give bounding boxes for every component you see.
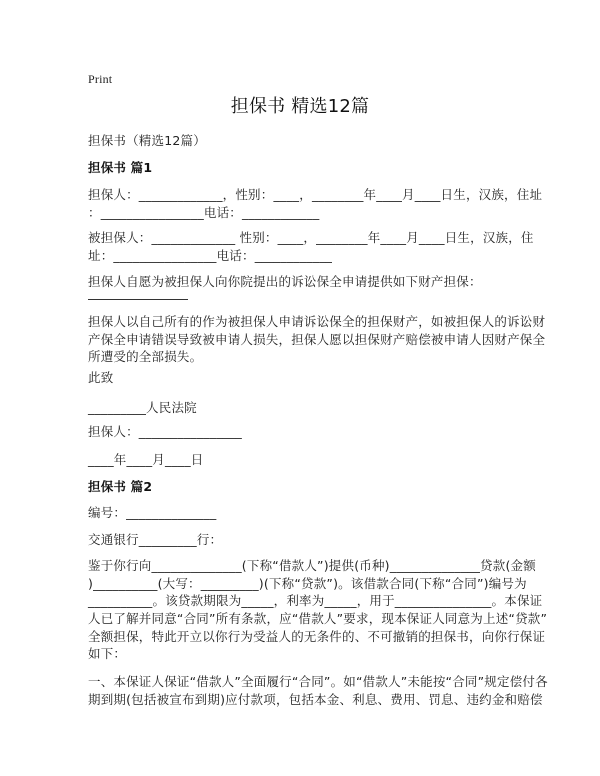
guaranteed-info-line: 址：________________电话：____________: [88, 248, 333, 263]
paragraph-line: 一、本保证人保证“借款人”全面履行“合同”。如“借款人”未能按“合同”规定偿付各: [88, 674, 548, 689]
paragraph-line: 担保人以自己所有的作为被担保人申请诉讼保全的担保财产，如被担保人的诉讼财: [88, 314, 546, 329]
paragraph-line: 人已了解并同意“合同”所有条款，应“借款人”要求，现本保证人同意为上述“贷款”: [88, 611, 548, 626]
salutation: 此致: [88, 370, 114, 385]
date-line: ____年____月____日: [88, 452, 204, 467]
bank-line: 交通银行_________行：: [88, 532, 223, 547]
guarantor-info-line: 担保人：_____________，性别：____，________年____月____日生，汉族，住址: [88, 187, 543, 202]
number-line: 编号：______________: [88, 505, 217, 520]
paragraph-line: 期到期(包括被宣布到期)应付款项，包括本金、利息、费用、罚息、违约金和赔偿: [88, 692, 543, 707]
document-title: 担保书 精选12篇: [230, 96, 370, 117]
paragraph-line: 担保人自愿为被担保人向你院提出的诉讼保全申请提供如下财产担保：: [88, 274, 482, 289]
guarantor-info-line: ：________________电话：____________: [88, 205, 320, 220]
section2-heading: 担保书 篇2: [88, 479, 153, 494]
paragraph-line: 鉴于你行向______________(下称“借款人”)提供(币种)______________贷款(金额: [88, 558, 536, 573]
paragraph-line: 全额担保，特此开立以你行为受益人的无条件的、不可撤销的担保书，向你行保证: [88, 629, 546, 644]
paragraph-line: )__________(大写：_________)(下称“贷款”)。该借款合同(下称“合同”)编号为: [88, 576, 527, 591]
paragraph-line: __________。该贷款期限为_____，利率为_____，用于_______________。本保证: [88, 593, 543, 608]
guaranteed-info-line: 被担保人：_____________ 性别：____，________年____月____日生，汉族，住: [88, 230, 534, 245]
paragraph-line: 产保全申请错误导致被申请人损失，担保人愿以担保财产赔偿被申请人因财产保全: [88, 332, 546, 347]
section1-heading: 担保书 篇1: [88, 160, 153, 175]
signature-line: 担保人：________________: [88, 424, 243, 439]
paragraph-line: 所遭受的全部损失。: [88, 349, 203, 364]
print-label[interactable]: Print: [88, 72, 113, 86]
blank-rule: [88, 299, 188, 300]
document-subtitle: 担保书（精选12篇）: [88, 133, 206, 148]
court-line: _________人民法院: [88, 400, 197, 415]
paragraph-line: 如下：: [88, 646, 127, 661]
